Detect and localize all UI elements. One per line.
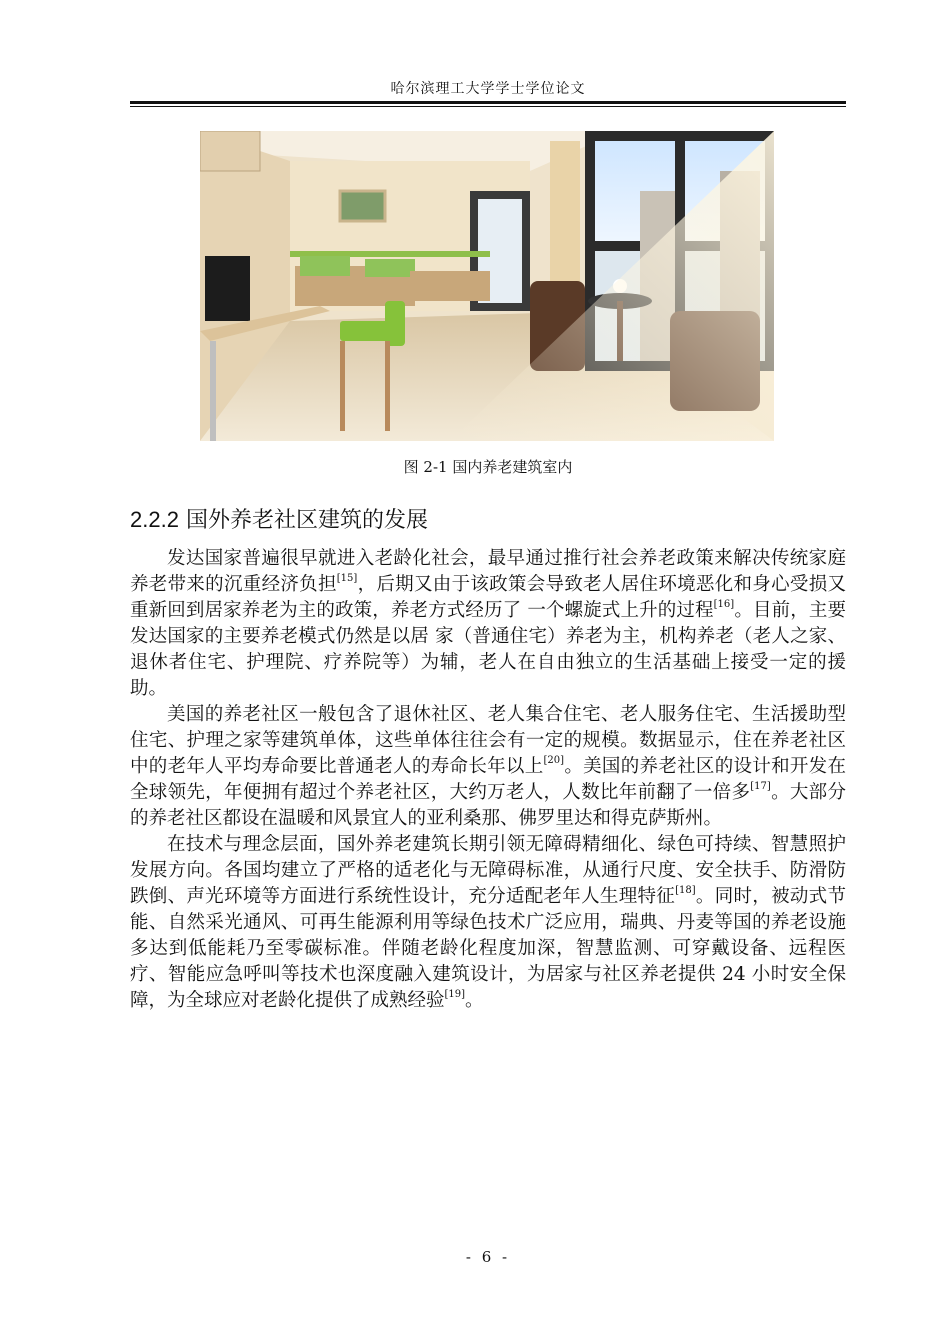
nursing-home-interior-photo-icon: [200, 131, 774, 441]
paragraph-text: 。同时，被动式节能、自然采光通风、可再生能源利用等绿色技术广泛应用，瑞典、丹麦等国的养老设施多达到低能耗乃至零碳标准。伴随老龄化程度加深，智慧监测、可穿戴设备、远程医疗、智能应急呼叫等技术也深度融入建筑设计，为居家与社区养老提供 24 小时安全保障，为全球应对老龄化提供了成熟经验: [130, 886, 846, 1011]
citation: [17]: [750, 780, 771, 792]
citation: [19]: [444, 988, 466, 1000]
paragraph-text: 。大部分的养老社区都设在温暖和风景宜人的亚利桑那、佛罗里达和得克萨斯州。: [130, 782, 846, 829]
header-rule-thin: [130, 106, 846, 107]
paragraph-text: 发达国家普遍很早就进入老龄化社会，最早通过推行社会养老政策来解决传统家庭养老带来的沉重经济负担: [130, 548, 846, 595]
body-text: [130, 546, 846, 1014]
section-heading: [130, 503, 428, 534]
citation: [15]: [336, 572, 358, 584]
citation: [16]: [713, 598, 735, 610]
section-number: 2.2.2: [130, 507, 179, 532]
section-title: 国外养老社区建筑的发展: [185, 508, 428, 533]
running-header: 哈尔滨理工大学学士学位论文: [390, 81, 586, 97]
paragraph-text: 美国的养老社区一般包含了退休社区、老人集合住宅、老人服务住宅、生活援助型住宅、护理之家等建筑单体，这些单体往往会有一定的规模。数据显示，住在养老社区中的老年人平均寿命要比普通老人的寿命长年以上: [130, 704, 846, 777]
paragraph-3: [130, 832, 846, 1014]
paragraph-2: [130, 702, 846, 832]
citation: [18]: [675, 884, 696, 896]
citation: [20]: [543, 754, 565, 766]
paragraph-text: ，后期又由于该政策会导致老人居住环境恶化和身心受损又重新回到居家养老为主的政策，养老方式经历了 一个螺旋式上升的过程: [130, 574, 846, 621]
paragraph-text: 。: [465, 990, 484, 1011]
paragraph-text: 在技术与理念层面，国外养老建筑长期引领无障碍精细化、绿色可持续、智慧照护发展方向。各国均建立了严格的适老化与无障碍标准，从通行尺度、安全扶手、防滑防跌倒、声光环境等方面进行系统性设计，充分适配老年人生理特征: [130, 834, 846, 907]
figure-photo: [200, 131, 774, 441]
paragraph-text: 。美国的养老社区的设计和开发在全球领先，年便拥有超过个养老社区，大约万老人，人数比年前翻了一倍多: [130, 756, 846, 803]
header-rule-thick: [130, 101, 846, 104]
page-number: - 6 -: [465, 1248, 511, 1266]
figure-caption: 图 2-1 国内养老建筑室内: [403, 458, 573, 476]
paragraph-text: 。目前，主要发达国家的主要养老模式仍然是以居 家（普通住宅）养老为主，机构养老（老人之家、退休者住宅、护理院、疗养院等）为辅，老人在自由独立的生活基础上接受一定的援助。: [130, 600, 846, 699]
paragraph-1: [130, 546, 846, 702]
